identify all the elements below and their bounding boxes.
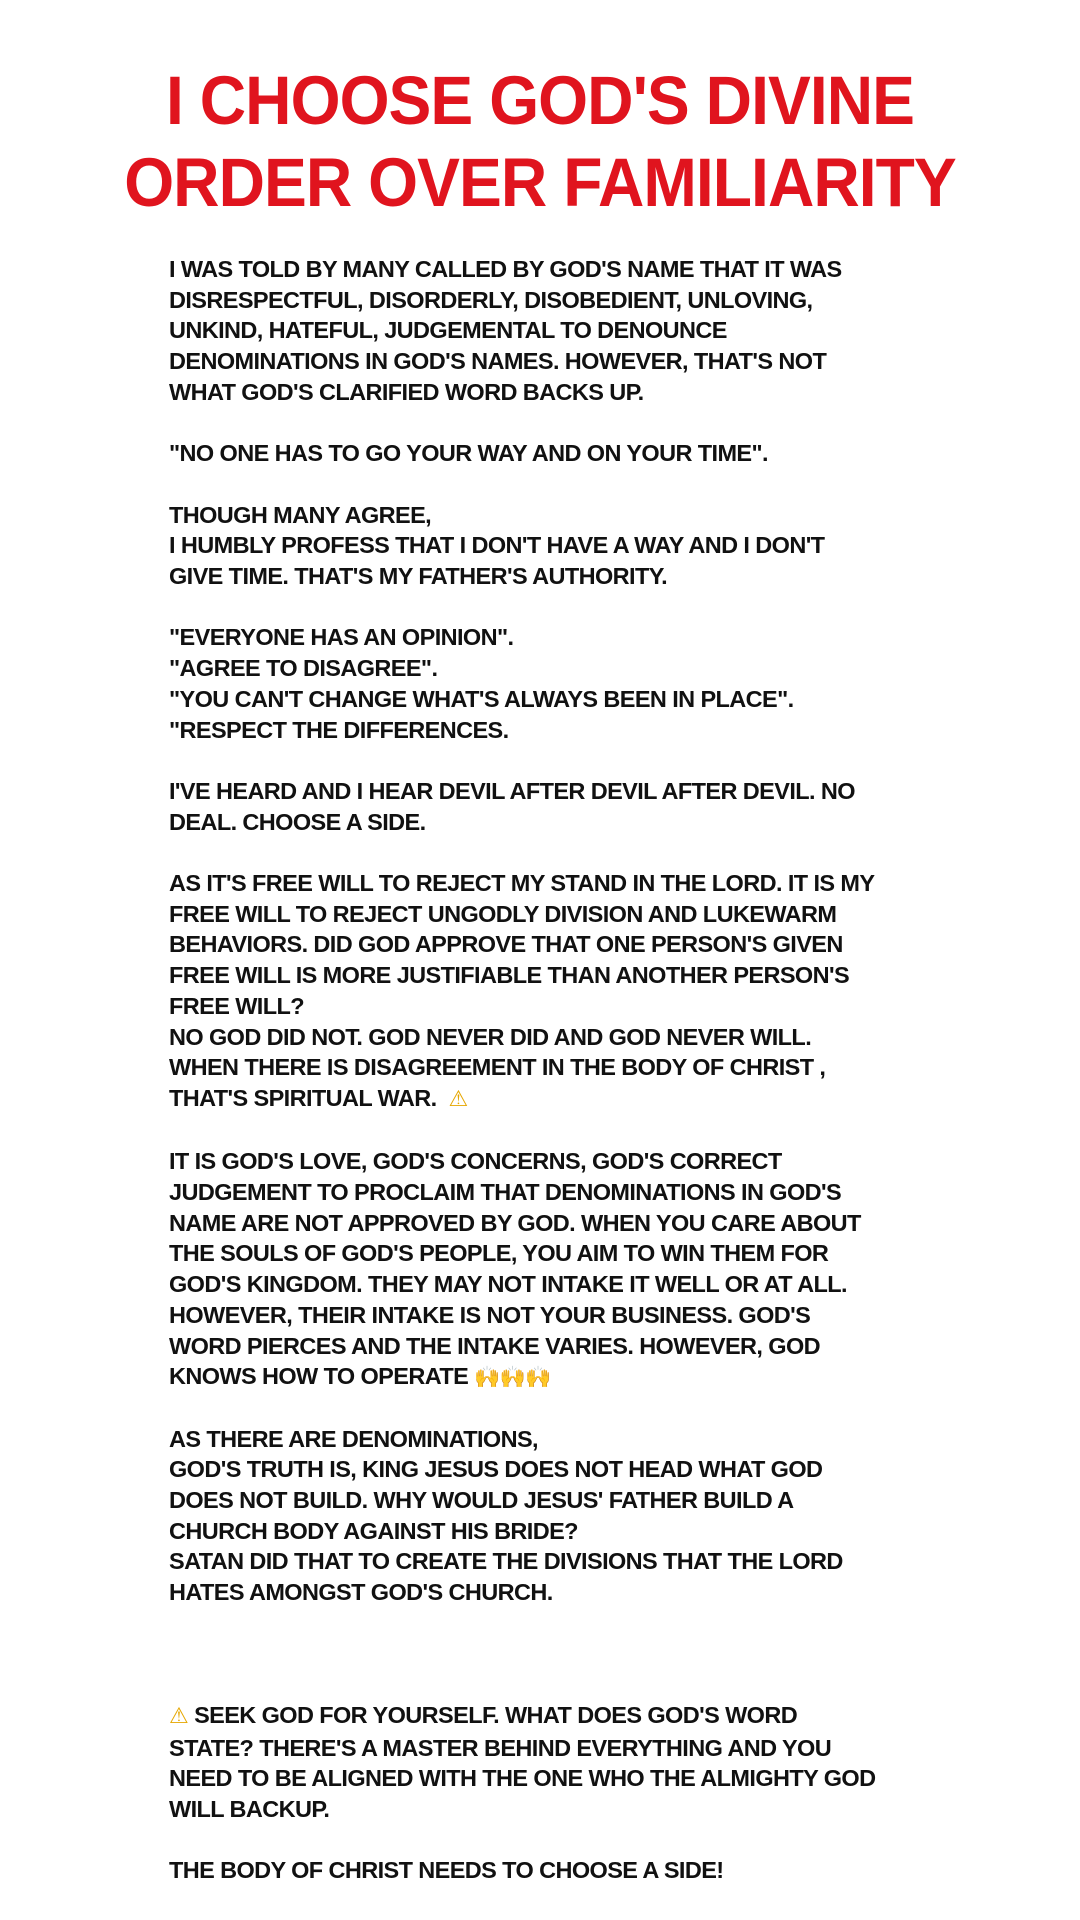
text-line: WHAT GOD'S CLARIFIED WORD BACKS UP. <box>169 378 644 405</box>
text-line: GOD'S TRUTH IS, KING JESUS DOES NOT HEAD WHAT GOD <box>169 1456 823 1483</box>
text-line: THE SOULS OF GOD'S PEOPLE, YOU AIM TO WIN THEM FOR <box>169 1240 829 1267</box>
text-segment: THAT'S SPIRITUAL WAR. <box>169 1084 437 1111</box>
text-line: GOD'S KINGDOM. THEY MAY NOT INTAKE IT WELL OR AT ALL. <box>169 1271 847 1298</box>
text-line: FREE WILL IS MORE JUSTIFIABLE THAN ANOTHER PERSON'S <box>169 962 850 989</box>
text-line: DISRESPECTFUL, DISORDERLY, DISOBEDIENT, UNLOVING, <box>169 286 813 313</box>
text-line: BEHAVIORS. DID GOD APPROVE THAT ONE PERSON'S GIVEN <box>169 931 843 958</box>
text-line: I HUMBLY PROFESS THAT I DON'T HAVE A WAY AND I DON'T <box>169 532 825 559</box>
text-line: FREE WILL? <box>169 992 304 1019</box>
raised-hands-icon: 🙌🙌🙌 <box>474 1365 551 1390</box>
text-line: "NO ONE HAS TO GO YOUR WAY AND ON YOUR TIME". <box>169 440 768 467</box>
text-segment: SEEK GOD FOR YOURSELF. WHAT DOES GOD'S WORD <box>194 1701 798 1728</box>
text-line: WHEN THERE IS DISAGREEMENT IN THE BODY OF CHRIST , <box>169 1054 826 1081</box>
paragraph-denominations <box>169 1424 969 1608</box>
post-body <box>169 254 969 1917</box>
text-line: WORD PIERCES AND THE INTAKE VARIES. HOWEVER, GOD <box>169 1332 821 1359</box>
text-line: THOUGH MANY AGREE, <box>169 501 432 528</box>
text-line: AS IT'S FREE WILL TO REJECT MY STAND IN THE LORD. IT IS MY <box>169 869 875 896</box>
text-line: HOWEVER, THEIR INTAKE IS NOT YOUR BUSINESS. GOD'S <box>169 1301 811 1328</box>
text-line: I'VE HEARD AND I HEAR DEVIL AFTER DEVIL AFTER DEVIL. NO <box>169 777 855 804</box>
paragraph-no-one-quote <box>169 438 969 469</box>
text-line: NO GOD DID NOT. GOD NEVER DID AND GOD NEVER WILL. <box>169 1023 812 1050</box>
text-line: UNKIND, HATEFUL, JUDGEMENTAL TO DENOUNCE <box>169 317 727 344</box>
paragraph-gods-love <box>169 1146 969 1393</box>
text-line: "EVERYONE HAS AN OPINION". <box>169 624 514 651</box>
text-line: HATES AMONGST GOD'S CHURCH. <box>169 1579 553 1606</box>
text-line: NAME ARE NOT APPROVED BY GOD. WHEN YOU CARE ABOUT <box>169 1209 861 1236</box>
text-line: CHURCH BODY AGAINST HIS BRIDE? <box>169 1517 578 1544</box>
text-line: DENOMINATIONS IN GOD'S NAMES. HOWEVER, THAT'S NOT <box>169 348 827 375</box>
text-line <box>169 1083 969 1116</box>
text-line: STATE? THERE'S A MASTER BEHIND EVERYTHING AND YOU <box>169 1734 832 1761</box>
text-line: THE BODY OF CHRIST NEEDS TO CHOOSE A SIDE! <box>169 1857 724 1884</box>
title-line-1: I CHOOSE GOD'S DIVINE <box>165 62 915 140</box>
paragraph-seek-god <box>169 1700 969 1825</box>
text-line: AS THERE ARE DENOMINATIONS, <box>169 1425 538 1452</box>
text-line <box>169 1700 969 1733</box>
paragraph-devil-after-devil <box>169 776 969 837</box>
text-line: WILL BACKUP. <box>169 1795 330 1822</box>
text-line: DOES NOT BUILD. WHY WOULD JESUS' FATHER BUILD A <box>169 1487 794 1514</box>
text-line: NEED TO BE ALIGNED WITH THE ONE WHO THE ALMIGHTY GOD <box>169 1765 876 1792</box>
text-line: I WAS TOLD BY MANY CALLED BY GOD'S NAME THAT IT WAS <box>169 256 842 282</box>
text-line: FREE WILL TO REJECT UNGODLY DIVISION AND LUKEWARM <box>169 900 837 927</box>
paragraph-humbly-profess <box>169 500 969 592</box>
paragraph-free-will <box>169 868 969 1116</box>
text-line: "AGREE TO DISAGREE". <box>169 655 438 682</box>
text-line: SATAN DID THAT TO CREATE THE DIVISIONS THAT THE LORD <box>169 1548 843 1575</box>
paragraph-told-by-many <box>169 254 969 408</box>
paragraph-choose-a-side <box>169 1855 969 1886</box>
title-line-2: ORDER OVER FAMILIARITY <box>124 144 956 222</box>
warning-icon: ⚠ <box>448 1086 468 1112</box>
text-line: JUDGEMENT TO PROCLAIM THAT DENOMINATIONS IN GOD'S <box>169 1179 842 1205</box>
text-line: DEAL. CHOOSE A SIDE. <box>169 808 426 835</box>
text-line: "RESPECT THE DIFFERENCES. <box>169 716 509 743</box>
text-line: "YOU CAN'T CHANGE WHAT'S ALWAYS BEEN IN PLACE". <box>169 685 794 712</box>
page-title <box>38 60 1042 224</box>
paragraph-quotes <box>169 622 969 745</box>
warning-icon: ⚠ <box>169 1703 189 1729</box>
text-line: IT IS GOD'S LOVE, GOD'S CONCERNS, GOD'S CORRECT <box>169 1148 782 1175</box>
text-segment: KNOWS HOW TO OPERATE <box>169 1363 469 1390</box>
text-line: GIVE TIME. THAT'S MY FATHER'S AUTHORITY. <box>169 563 668 589</box>
text-line <box>169 1361 969 1393</box>
